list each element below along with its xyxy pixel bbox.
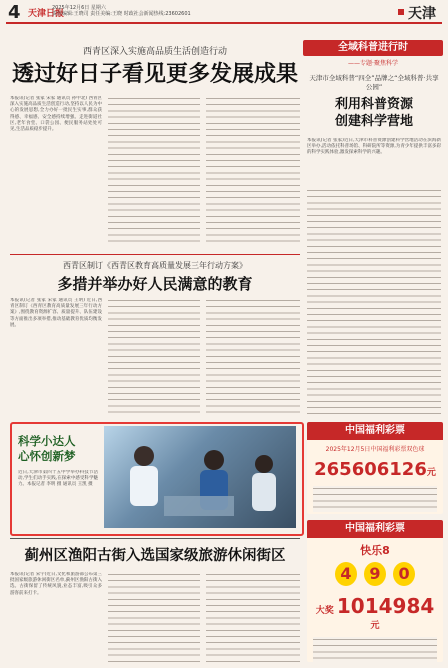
photo-caption bbox=[18, 470, 98, 528]
article3-col2 bbox=[108, 572, 200, 662]
publish-date: 2025年12月6日 星期六 bbox=[52, 5, 106, 11]
photo-credit: 通讯员 王凯 摄 bbox=[62, 482, 93, 488]
sidebar-banner-sub: ——专题·聚焦科学 bbox=[348, 60, 398, 67]
article2-byline: 本报讯(记者 张家 宋家 通讯员 王明) bbox=[10, 298, 86, 303]
article1-col1 bbox=[10, 96, 102, 246]
photo-title-line1: 科学小达人 bbox=[18, 434, 76, 448]
lottery1-jackpot: 265606126 bbox=[314, 459, 427, 480]
article1-body: 西青区深入实施高品质生活创造行动,坚持以人民为中心的发展思想,全力办好一批民生实事,群众获得感、幸福感、安全感持续增强。走进街道社区,老年食堂、口袋公园、便民服务站处处可见,生活品质稳步提升。 bbox=[10, 96, 102, 133]
students-illustration bbox=[104, 426, 296, 528]
lottery2-brand: 中国福利彩票 bbox=[307, 520, 443, 538]
article2-kicker[interactable]: 西青区制订《西青区教育高质量发展三年行动方案》 bbox=[63, 261, 247, 270]
page-header bbox=[6, 4, 442, 24]
lottery2-unit: 元 bbox=[370, 621, 380, 631]
photo-title-line2: 心怀创新梦 bbox=[18, 449, 76, 463]
photo-feature-title[interactable] bbox=[18, 434, 98, 464]
lottery1-line: 2025年12月5日中国福利彩票双色球 bbox=[325, 446, 425, 453]
article2-title[interactable]: 多措并举办好人民满意的教育 bbox=[57, 275, 253, 293]
page-number: 4 bbox=[8, 2, 21, 23]
lottery2-ball: 4 bbox=[335, 562, 357, 586]
article3-col1 bbox=[10, 572, 102, 662]
lottery2-fineprint bbox=[313, 637, 437, 662]
article3-body: 本报讯(记者 宋宇)近日,文化和旅游部公布第三批国家级旅游休闲街区名单,蓟州区渔阳古街入选。古街保留了传统风貌,业态丰富,吸引众多游客前来打卡。 bbox=[10, 572, 102, 596]
article2-body: 近日,西青区制订《西青区教育高质量发展三年行动方案》,围绕教育资源扩容、质量提升、队伍建设等方面推出多项举措,推动基础教育优质均衡发展。 bbox=[10, 298, 102, 328]
sidebar-banner[interactable]: 全域科普进行时 bbox=[303, 40, 443, 56]
article1-title[interactable]: 透过好日子看见更多发展成果 bbox=[11, 61, 298, 87]
sidebar-title[interactable] bbox=[305, 96, 443, 130]
news-photo[interactable] bbox=[104, 426, 296, 528]
sidebar-title-line1: 利用科普资源 bbox=[334, 97, 413, 112]
article2-col2 bbox=[108, 298, 200, 418]
section-divider bbox=[10, 254, 300, 255]
lottery2-prize-row bbox=[313, 594, 437, 631]
lottery1-brand: 中国福利彩票 bbox=[307, 422, 443, 440]
region-name: 天津 bbox=[408, 6, 436, 22]
article3-title[interactable]: 蓟州区渔阳古街入选国家级旅游休闲街区 bbox=[24, 547, 286, 564]
editor-credit: 责任编辑:王晓司 责任美编:王晓 bbox=[52, 11, 122, 17]
sidebar-kicker: 天津市全域科普“四全”品牌之“全域科普·共享公园” bbox=[309, 74, 439, 91]
article2-col3 bbox=[206, 298, 300, 418]
lottery2-prize: 1014984 bbox=[336, 594, 435, 618]
sidebar-title-line2: 创建科学营地 bbox=[334, 114, 413, 129]
article1-col2 bbox=[108, 96, 200, 246]
lottery1-unit: 元 bbox=[426, 468, 436, 478]
lottery2-ball: 0 bbox=[393, 562, 415, 586]
article1-col3 bbox=[206, 96, 300, 246]
paper-logo: 天津日报 bbox=[28, 9, 65, 19]
lottery1-jackpot-row bbox=[313, 459, 437, 480]
sidebar-body: 本报讯(记者 张家)近日,天津市科普资源创建科学营地活动在滨海新区举办,活动依托科普场馆、科研院所等资源,为青少年提供丰富多彩的科学实践体验,激发探索科学的兴趣。 bbox=[307, 138, 441, 156]
article3-col3 bbox=[206, 572, 300, 662]
region-marker-icon bbox=[398, 9, 404, 15]
lottery2-prize-label: 大奖 bbox=[315, 606, 334, 616]
article2-col1 bbox=[10, 298, 102, 418]
section-divider-2 bbox=[10, 538, 300, 539]
lottery2-ball: 9 bbox=[364, 562, 386, 586]
lottery-ad-2[interactable] bbox=[307, 520, 443, 662]
article1-kicker[interactable]: 西青区深入实施高品质生活创造行动 bbox=[82, 47, 227, 57]
hotline: 时政社会新闻热线:23602601 bbox=[123, 11, 191, 17]
date-line bbox=[52, 5, 191, 17]
lottery-ad-1[interactable] bbox=[307, 422, 443, 514]
sidebar-body-continued bbox=[307, 188, 441, 416]
photo-caption-text: 近日,天津市第四十五中学举办科技节活动,学生们动手实践,在探索中感受科学魅力。本报记者 李明 摄 bbox=[18, 470, 98, 488]
article1-byline: 本报讯(记者 张家 宋家 通讯员 孙中北) bbox=[10, 96, 88, 101]
lottery1-fineprint bbox=[313, 486, 437, 512]
lottery2-game: 快乐8 bbox=[360, 544, 390, 557]
lottery2-numbers bbox=[313, 562, 437, 586]
